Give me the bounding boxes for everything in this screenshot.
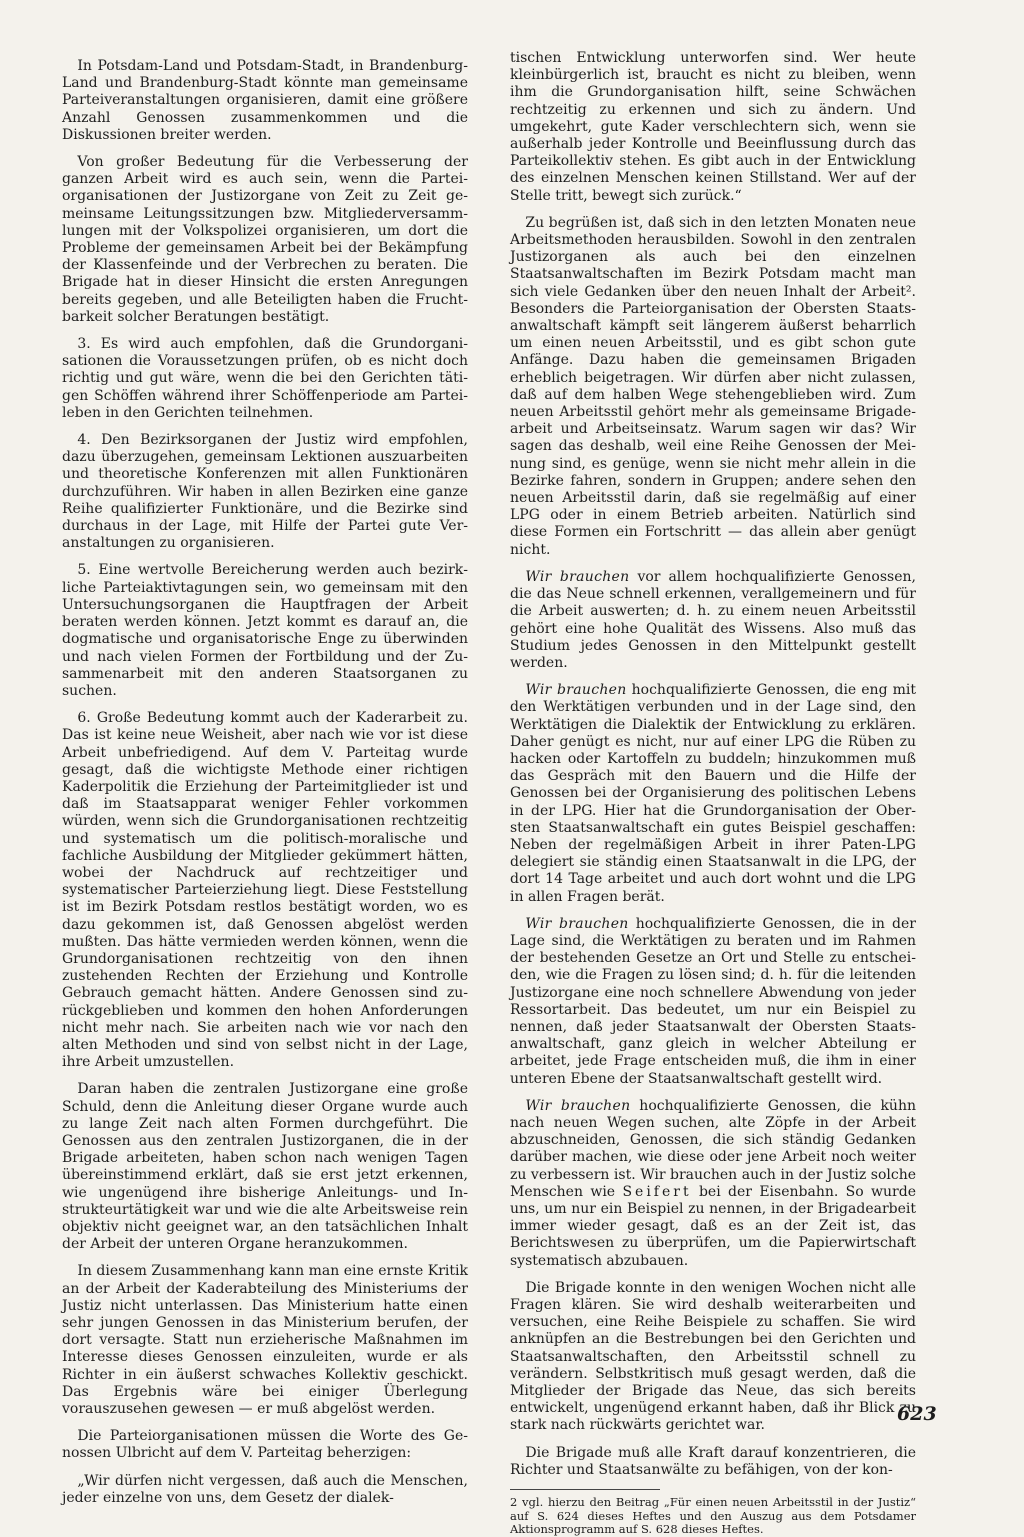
paragraph: In Potsdam-Land und Potsdam-Stadt, in Brandenburg-Land und Brandenburg-Stadt könnte man gemeinsame Parteiveranstaltungen organisieren, damit eine größere Anzahl Genossen zusammenkommen und die Diskussionen breiter werden. xyxy=(62,58,468,143)
emphasis-lead: Wir brauchen xyxy=(525,1097,631,1114)
paragraph xyxy=(510,916,916,1088)
footnote: 2 vgl. hierzu den Beitrag „Für einen neuen Arbeitsstil in der Justiz“ auf S. 624 dieses Heftes und den Auszug aus dem Potsdamer Aktionsprogramm auf S. 628 dieses Heftes. xyxy=(510,1495,916,1537)
paragraph: 4. Den Bezirksorganen der Justiz wird empfohlen, dazu überzugehen, gemeinsam Lektionen auszuarbeiten und theoretische Konferenzen mit allen Funktionären durchzuführen. Wir haben in allen Bezirken eine ganze Reihe qualifizierter Funktionäre, und die Bezirke sind durchaus in der Lage, mit Hilfe der Partei gute Veranstaltungen zu organisieren. xyxy=(62,432,468,552)
emphasis-lead: Wir brauchen xyxy=(525,682,627,699)
left-column xyxy=(62,58,468,1517)
paragraph: tischen Entwicklung unterworfen sind. Wer heute kleinbürgerlich ist, braucht es nicht zu bleiben, wenn ihm die Grundorganisation hilft, seine Schwächen rechtzeitig zu erkennen und sich zu ändern. Und umgekehrt, gute Kader verschlechtern sich, wenn sie außerhalb jeder Kontrolle und Beeinflussung durch das Parteikollektiv stehen. Es gibt auch in der Entwicklung des einzelnen Menschen keinen Stillstand. Wer auf der Stelle tritt, bewegt sich zurück.“ xyxy=(510,50,916,204)
emphasis-lead: Wir brauchen xyxy=(525,915,629,932)
paragraph-text: vor allem hochqualifizierte Genossen, die das Neue schnell erkennen, verallgemeinern und für die Arbeit auswerten; d. h. zu einem neuen Arbeitsstil gehört eine hohe Qualität des Wissens. Also muß das Studium jedes Genossen in den Mittelpunkt gestellt werden. xyxy=(510,568,916,671)
spaced-name: Seifert xyxy=(622,1183,692,1200)
paragraph-text: hochqualifizierte Genossen, die kühn nach neuen Wegen suchen, alte Zöpfe in der Arbeit abzuschneiden, Genossen, die sich ständig Gedanken darüber machen, wie diese oder jene Arbeit noch weiter zu verbessern ist. Wir brauchen auch in der Justiz solche Menschen wie xyxy=(510,1097,916,1200)
paragraph: 3. Es wird auch empfohlen, daß die Grundorganisationen die Voraussetzungen prüfen, ob es nicht doch richtig und gut wäre, wenn die bei den Gerichten tätigen Schöffen während ihrer Schöffenperiode am Parteileben in den Gerichten teilnehmen. xyxy=(62,336,468,421)
paragraph: 5. Eine wertvolle Bereicherung werden auch bezirkliche Parteiaktivtagungen sein, wo gemeinsam mit den Untersuchungsorganen die Hauptfragen der Arbeit beraten werden können. Jetzt kommt es darauf an, die dogmatische und organisatorische Enge zu überwinden und nach vielen Formen der Fortbildung und der Zusammenarbeit mit den anderen Staatsorganen zu suchen. xyxy=(62,562,468,699)
paragraph: Die Parteiorganisationen müssen die Worte des Genossen Ulbricht auf dem V. Parteitag beherzigen: xyxy=(62,1428,468,1462)
paragraph-text: bei der Eisenbahn. So wurde uns, um nur ein Beispiel zu nennen, in der Brigadearbeit immer wieder gesagt, daß es an der Zeit ist, das Berichtswesen zu überprüfen, um die Papierwirtschaft systematisch abzubauen. xyxy=(510,1183,916,1269)
paragraph: Von großer Bedeutung für die Verbesserung der ganzen Arbeit wird es auch sein, wenn die Parteiorganisationen der Justizorgane von Zeit zu Zeit gemeinsame Leitungssitzungen bzw. Mitgliederversammlungen mit der Volkspolizei organisieren, um dort die Probleme der gemeinsamen Arbeit bei der Bekämpfung der Klassenfeinde und der Verbrechen zu beraten. Die Brigade hat in dieser Hinsicht die ersten Anregungen bereits gegeben, und alle Beteiligten haben die Fruchtbarkeit solcher Beratungen bestätigt. xyxy=(62,154,468,325)
paragraph: 6. Große Bedeutung kommt auch der Kaderarbeit zu. Das ist keine neue Weisheit, aber nach wie vor ist diese Arbeit unbefriedigend. Auf dem V. Parteitag wurde gesagt, daß die wichtigste Methode einer richtigen Kaderpolitik die Erziehung der Parteimitglieder ist und daß im Staatsapparat weniger Fehler vorkommen würden, wenn sich die Grundorganisationen rechtzeitig und systematisch um die politisch-moralische und fachliche Ausbildung der Mitglieder gekümmert hätten, wobei der Nachdruck auf rechtzeitiger und systematischer Parteierziehung liegt. Diese Feststellung ist im Bezirk Potsdam restlos bestätigt worden, wo es dazu gekommen ist, daß Genossen abgelöst werden mußten. Das hätte vermieden werden können, wenn die Grundorganisationen rechtzeitig von den ihnen zustehenden Rechten der Erziehung und Kontrolle Gebrauch gemacht hätten. Andere Genossen sind zurückgeblieben und kommen den hohen Anforderungen nicht mehr nach. Sie arbeiten nach wie vor nach den alten Methoden und sind von selbst nicht in der Lage, ihre Arbeit umzustellen. xyxy=(62,710,468,1071)
paragraph xyxy=(510,682,916,906)
paragraph-text: hochqualifizierte Genossen, die in der Lage sind, die Werktätigen zu beraten und im Rahmen der bestehenden Gesetze an Ort und Stelle zu entscheiden, wie die Fragen zu lösen sind; d. h. für die leitenden Justizorgane eine noch schnellere Abwendung von jeder Ressortarbeit. Das bedeutet, um nur ein Beispiel zu nennen, daß jeder Staatsanwalt der Obersten Staatsanwaltschaft, ganz gleich in welcher Abteilung er arbeitet, jede Frage entscheiden muß, die ihm in einer unteren Ebene der Staatsanwaltschaft gestellt wird. xyxy=(510,915,916,1087)
page-number: 623 xyxy=(897,1403,937,1425)
paragraph: Die Brigade muß alle Kraft darauf konzentrieren, die Richter und Staatsanwälte zu befähigen, von der kon- xyxy=(510,1444,916,1478)
paragraph-text: hochqualifizierte Genossen, die eng mit den Werktätigen verbunden und in der Lage sind, den Werktätigen die Dialektik der Entwicklung zu erklären. Daher genügt es nicht, nur auf einer LPG die Rüben zu hacken oder Kartoffeln zu buddeln; hinzukommen muß das Gespräch mit den Bauern und die Hilfe der Genossen bei der Organisierung des politischen Lebens in der LPG. Hier hat die Grundorganisation der Obersten Staatsanwaltschaft ein gutes Beispiel geschaffen: Neben der regelmäßigen Arbeit in ihrer Paten-LPG delegiert sie ständig einen Staatsanwalt in die LPG, der dort 14 Tage arbeitet und auch dort wohnt und die LPG in allen Fragen berät. xyxy=(510,682,916,905)
paragraph: Daran haben die zentralen Justizorgane eine große Schuld, denn die Anleitung dieser Organe wurde auch zu lange Zeit nach alten Formen durchgeführt. Die Genossen aus den zentralen Justizorganen, die in der Brigade arbeiteten, haben schon nach wenigen Tagen übereinstimmend erklärt, daß sie erst jetzt erkennen, wie ungenügend ihre bisherige Anleitungs- und Instrukteurtätigkeit war und wie die alte Arbeitsweise rein objektiv nicht geeignet war, an den tatsächlichen Inhalt der Arbeit der unteren Organe heranzukommen. xyxy=(62,1081,468,1253)
quotation: „Wir dürfen nicht vergessen, daß auch die Menschen, jeder einzelne von uns, dem Gesetz der dialek- xyxy=(62,1472,468,1506)
paragraph: Die Brigade konnte in den wenigen Wochen nicht alle Fragen klären. Sie wird deshalb weiterarbeiten und versuchen, eine Reihe Beispiele zu schaffen. Sie wird anknüpfen an die Bestrebungen bei den Gerichten und Staatsanwaltschaften, den Arbeitsstil schnell zu verändern. Selbstkritisch muß gesagt werden, daß die Mitglieder der Brigade das Neue, das sich bereits entwickelt, ungenügend erkannt haben, daß ihr Blick zu stark nach rückwärts gerichtet war. xyxy=(510,1279,916,1434)
emphasis-lead: Wir brauchen xyxy=(525,568,630,585)
paragraph: In diesem Zusammenhang kann man eine ernste Kritik an der Arbeit der Kaderabteilung des Ministeriums der Justiz nicht unterlassen. Das Ministerium hatte einen sehr jungen Genossen in das Ministerium berufen, der dort versagte. Statt nun erzieherische Maßnahmen im Interesse dieses Genossen einzuleiten, wurde er als Richter in ein äußerst schwaches Kollektiv geschickt. Das Ergebnis wäre bei einiger Überlegung vorauszusehen gewesen — er muß abgelöst werden. xyxy=(62,1263,468,1418)
paragraph xyxy=(510,569,916,672)
footnote-divider xyxy=(510,1489,660,1490)
paragraph: Zu begrüßen ist, daß sich in den letzten Monaten neue Arbeitsmethoden herausbilden. Sowohl in den zentralen Justizorganen als auch bei den einzelnen Staatsanwaltschaften im Bezirk Potsdam macht man sich viele Gedanken über den neuen Inhalt der Arbeit². Besonders die Parteiorganisation der Obersten Staatsanwaltschaft kämpft seit längerem äußerst beharrlich um einen neuen Arbeitsstil, und es gibt schon gute Anfänge. Dazu haben die gemeinsamen Brigaden erheblich beigetragen. Wir dürfen aber nicht zulassen, daß auf dem halben Wege stehengeblieben wird. Zum neuen Arbeitsstil gehört mehr als gemeinsame Brigadearbeit und Arbeitseinsatz. Warum sagen wir das? Wir sagen das deshalb, weil eine Reihe Genossen der Meinung sind, es genüge, wenn sie nicht mehr allein in die Bezirke fahren, sondern in Gruppen; andere sehen den neuen Arbeitsstil darin, daß sie regelmäßig auf einer LPG oder in einem Betrieb arbeiten. Natürlich sind diese Formen ein Fortschritt — das allein aber genügt nicht. xyxy=(510,214,916,558)
right-column xyxy=(510,50,916,1537)
paragraph xyxy=(510,1098,916,1270)
